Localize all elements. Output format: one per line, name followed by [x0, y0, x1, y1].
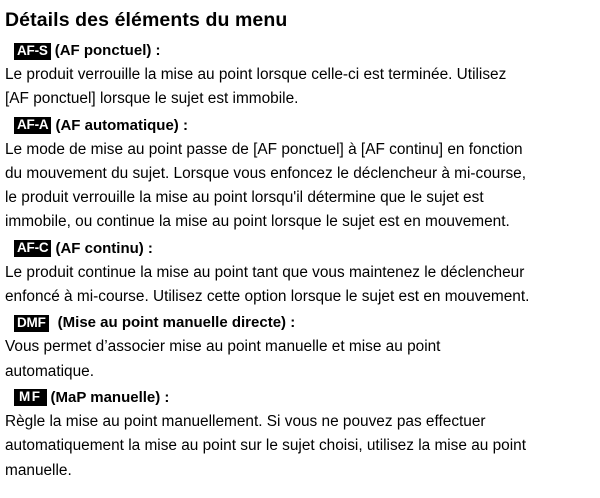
item-description-af-s [5, 63, 597, 112]
mf-icon: MF [14, 389, 47, 406]
item-header-mf [5, 386, 597, 410]
item-header-af-a [5, 114, 597, 138]
item-description-af-a [5, 138, 597, 235]
item-description-dmf [5, 335, 597, 384]
item-description-mf [5, 410, 597, 483]
item-title-mf: (MaP manuelle) : [50, 388, 170, 406]
item-header-af-c [5, 237, 597, 261]
af-s-icon: AF-S [14, 43, 51, 60]
description-line: automatiquement la mise au point sur le sujet choisi, utilisez la mise au point [5, 437, 526, 455]
description-line: le produit verrouille la mise au point lorsqu'il détermine que le sujet est [5, 189, 484, 207]
description-line: enfoncé à mi-course. Utilisez cette option lorsque le sujet est en mouvement. [5, 288, 530, 306]
description-line: Vous permet d’associer mise au point manuelle et mise au point [5, 338, 441, 356]
menu-details-document [5, 6, 597, 483]
description-line: manuelle. [5, 461, 72, 479]
item-title-af-s: (AF ponctuel) : [54, 42, 161, 59]
item-description-af-c [5, 261, 597, 310]
description-line: Règle la mise au point manuellement. Si vous ne pouvez pas effectuer [5, 412, 486, 430]
item-title-af-c: (AF continu) : [55, 239, 153, 257]
description-line: [AF ponctuel] lorsque le sujet est immobile. [5, 90, 299, 108]
item-title-af-a: (AF automatique) : [55, 116, 188, 134]
item-title-dmf: (Mise au point manuelle directe) : [57, 314, 296, 332]
dmf-icon: DMF [14, 315, 49, 332]
description-line: immobile, ou continue la mise au point lorsque le sujet est en mouvement. [5, 213, 510, 231]
description-line: automatique. [5, 362, 94, 380]
item-header-dmf [5, 311, 597, 335]
af-c-icon: AF-C [14, 240, 51, 257]
description-line: Le produit continue la mise au point tant que vous maintenez le déclencheur [5, 263, 525, 281]
description-line: Le produit verrouille la mise au point lorsque celle-ci est terminée. Utilisez [5, 66, 507, 83]
page-title: Détails des éléments du menu [5, 9, 288, 31]
description-line: Le mode de mise au point passe de [AF ponctuel] à [AF continu] en fonction [5, 140, 523, 158]
description-line: du mouvement du sujet. Lorsque vous enfoncez le déclencheur à mi-course, [5, 164, 527, 182]
af-a-icon: AF-A [14, 117, 51, 134]
item-header-af-s [5, 39, 597, 63]
